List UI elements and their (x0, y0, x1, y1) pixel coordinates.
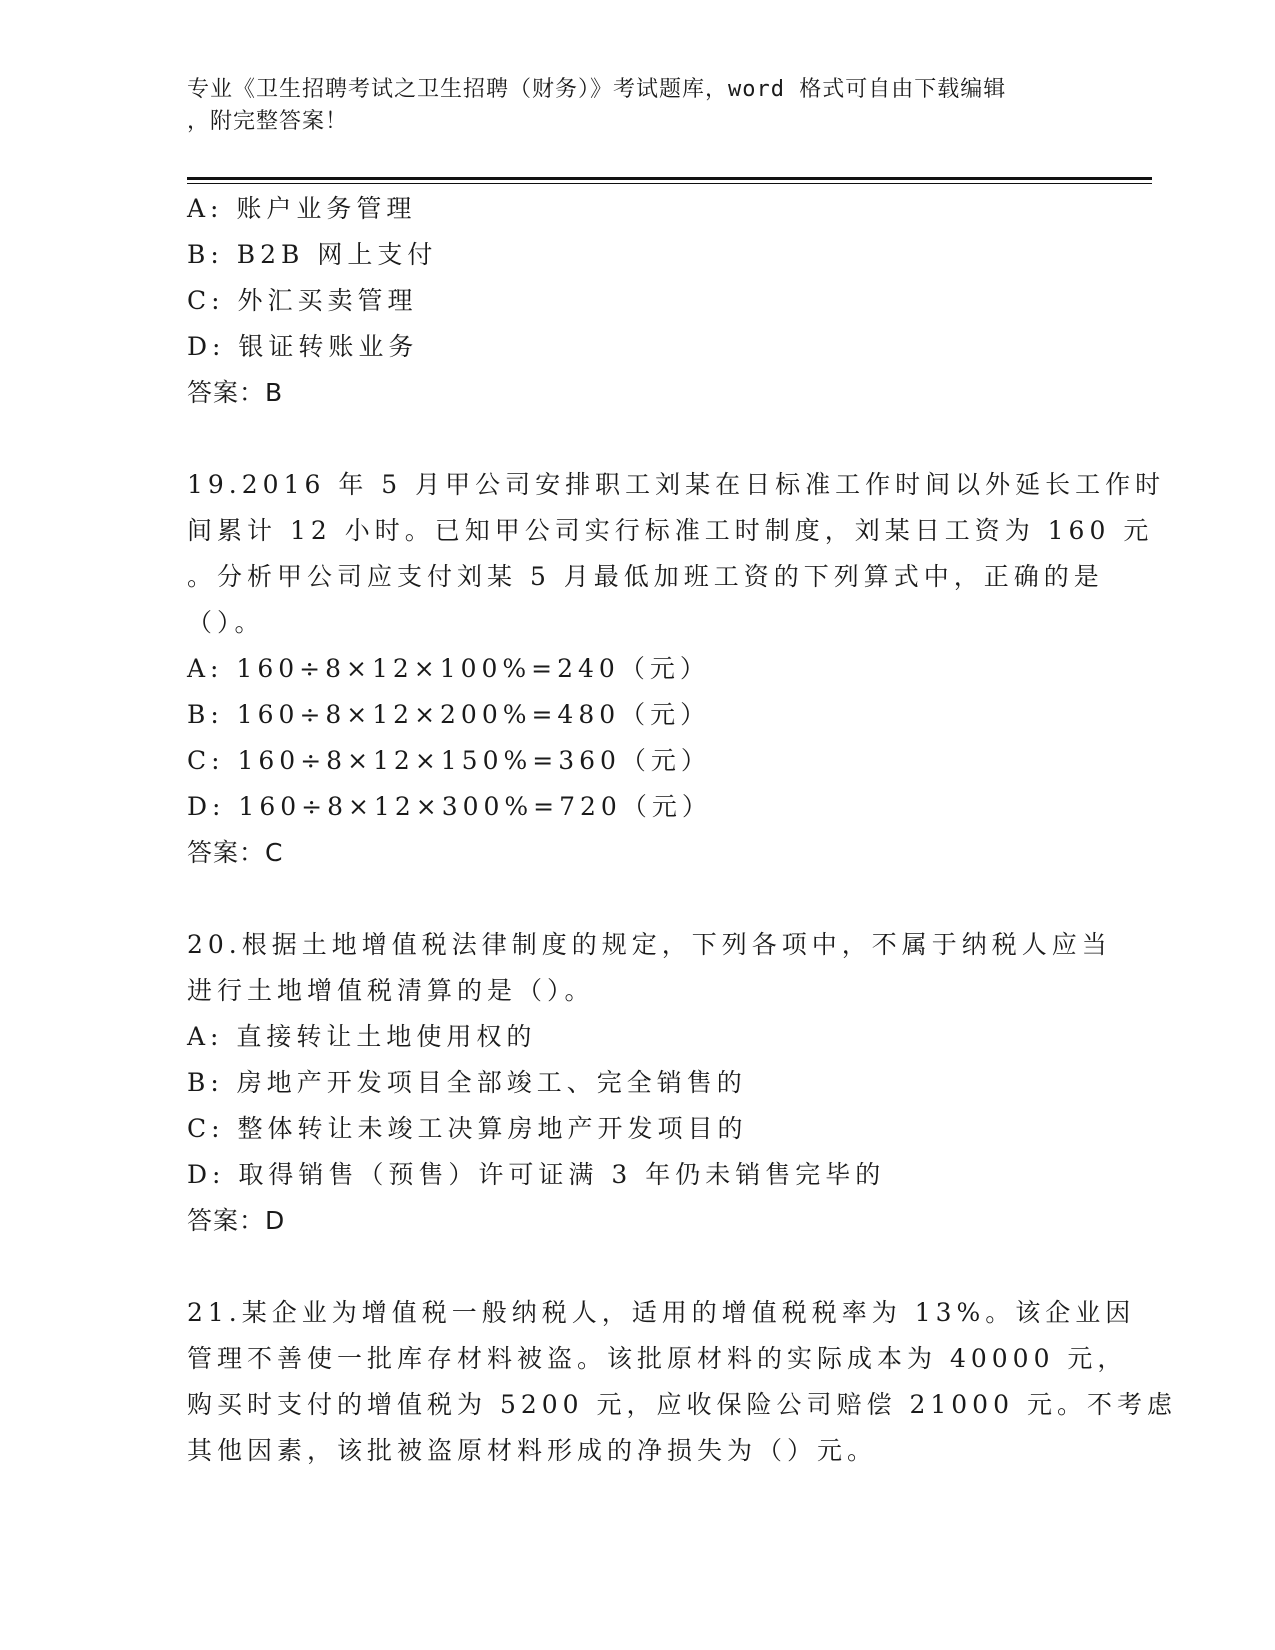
option-b: B: 160÷8×12×200%=480（元） (187, 700, 711, 729)
option-a: A: 直接转让土地使用权的 (187, 1022, 537, 1051)
spacer (187, 1244, 1087, 1290)
document-header (187, 74, 1067, 138)
option-c: C: 整体转让未竣工决算房地产开发项目的 (187, 1114, 748, 1143)
question-stem-line: 购买时支付的增值税为 5200 元，应收保险公司赔偿 21000 元。不考虑 (187, 1390, 1177, 1419)
spacer (187, 416, 1087, 462)
option-c: C: 160÷8×12×150%=360（元） (187, 746, 711, 775)
header-rule-thin (187, 183, 1152, 184)
option-a: A: 160÷8×12×100%=240（元） (187, 654, 710, 683)
answer-line: 答案：C (187, 838, 284, 867)
question-stem-line: 20.根据土地增值税法律制度的规定，下列各项中，不属于纳税人应当 (187, 930, 1112, 959)
option-d: D: 160÷8×12×300%=720（元） (187, 792, 712, 821)
question-stem-line: 进行土地增值税清算的是（）。 (187, 976, 595, 1005)
header-line-2: ，附完整答案！ (187, 109, 349, 134)
header-line-1: 专业《卫生招聘考试之卫生招聘（财务）》考试题库，word 格式可自由下载编辑 (187, 77, 1007, 102)
option-b: B: 房地产开发项目全部竣工、完全销售的 (187, 1068, 747, 1097)
option-c: C: 外汇买卖管理 (187, 286, 418, 315)
header-rule-thick (187, 177, 1152, 180)
question-stem-line: （）。 (187, 608, 265, 637)
question-18-block (187, 186, 1087, 416)
question-19-block (187, 462, 1166, 876)
answer-line: 答案：D (187, 1206, 286, 1235)
option-a: A: 账户业务管理 (187, 194, 417, 223)
answer-line: 答案：B (187, 378, 284, 407)
question-stem-line: 。分析甲公司应支付刘某 5 月最低加班工资的下列算式中，正确的是 (187, 562, 1104, 591)
question-stem-line: 间累计 12 小时。已知甲公司实行标准工时制度，刘某日工资为 160 元 (187, 516, 1154, 545)
question-stem-line: 其他因素，该批被盗原材料形成的净损失为（）元。 (187, 1436, 878, 1465)
question-20-block (187, 922, 1112, 1244)
spacer (187, 876, 1087, 922)
question-stem-line: 21.某企业为增值税一般纳税人，适用的增值税税率为 13%。该企业因 (187, 1298, 1136, 1327)
option-d: D: 取得销售（预售）许可证满 3 年仍未销售完毕的 (187, 1160, 886, 1189)
option-d: D: 银证转账业务 (187, 332, 419, 361)
document-body (187, 186, 1177, 1474)
question-stem-line: 管理不善使一批库存材料被盗。该批原材料的实际成本为 40000 元， (187, 1344, 1128, 1373)
question-stem-line: 19.2016 年 5 月甲公司安排职工刘某在日标准工作时间以外延长工作时 (187, 470, 1166, 499)
question-21-block (187, 1290, 1177, 1474)
option-b: B: B2B 网上支付 (187, 240, 438, 269)
